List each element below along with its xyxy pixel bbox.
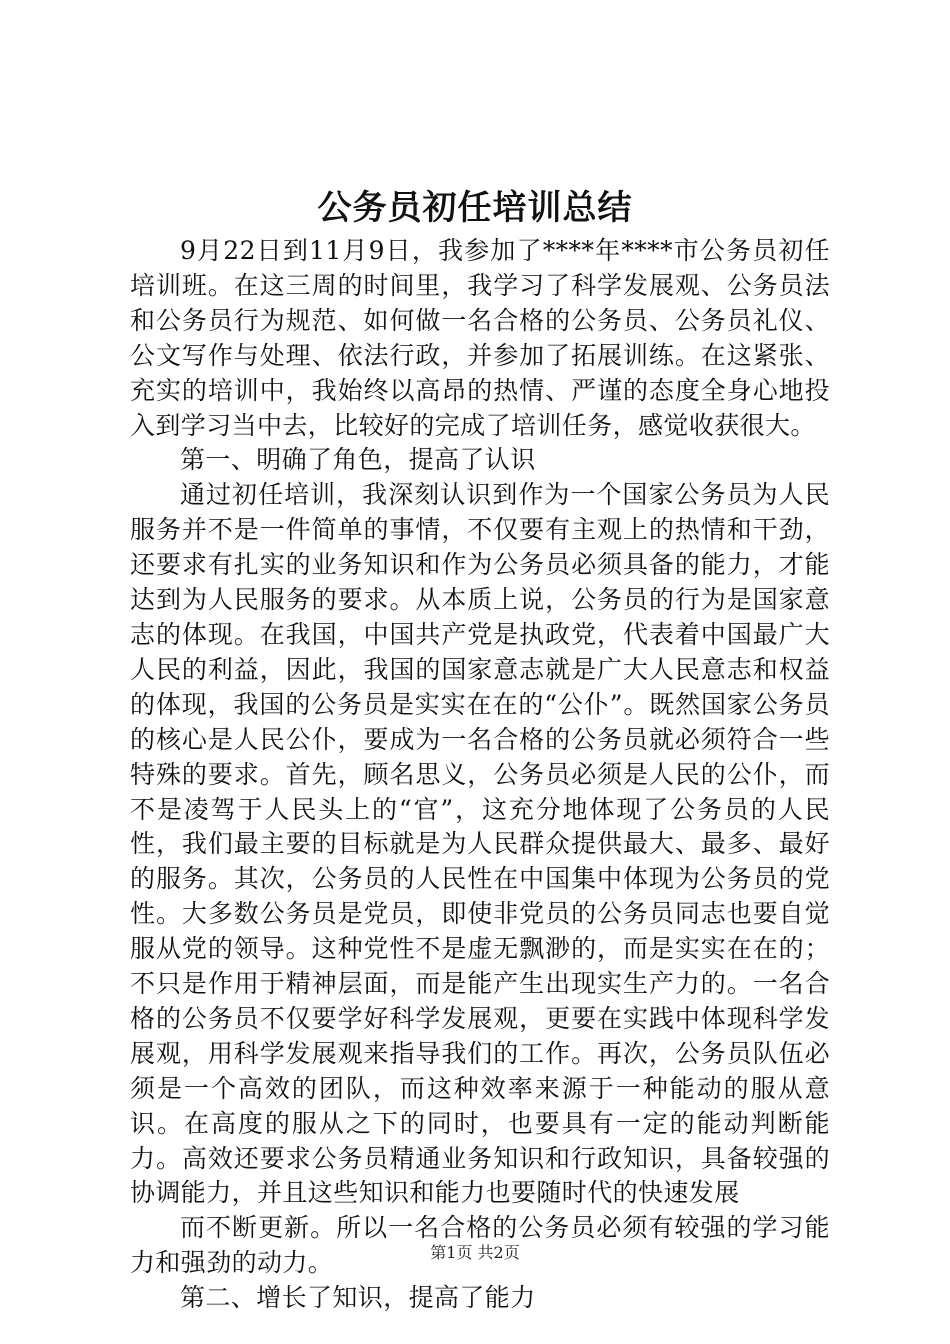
paragraph-intro: 9月22日到11月9日，我参加了****年****市公务员初任培训班。在这三周的时间里，我学习了科学发展观、公务员法和公务员行为规范、如何做一名合格的公务员、公务员礼仪、公文写作与处理、依法行政，并参加了拓展训练。在这紧张、充实的培训中，我始终以高昂的热情、严谨的态度全身心地投入到学习当中去，比较好的完成了培训任务，感觉收获很大。 bbox=[130, 236, 830, 440]
paragraph-continuation: 而不断更新。所以一名合格的公务员必须有较强的学习能力和强劲的动力。 bbox=[130, 1213, 830, 1278]
page-footer: 第1页 共2页 bbox=[430, 1243, 520, 1262]
paragraph-section-1: 通过初任培训，我深刻认识到作为一个国家公务员为人民服务并不是一件简单的事情，不仅要有主观上的热情和干劲，还要求有扎实的业务知识和作为公务员必须具备的能力，才能达到为人民服务的要求。从本质上说，公务员的行为是国家意志的体现。在我国，中国共产党是执政党，代表着中国最广大人民的利益，因此，我国的国家意志就是广大人民意志和权益的体现，我国的公务员是实实在在的“公仆”。既然国家公务员的核心是人民公仆，要成为一名合格的公务员就必须符合一些特殊的要求。首先，顾名思义，公务员必须是人民的公仆，而不是凌驾于人民头上的“官”，这充分地体现了公务员的人民性，我们最主要的目标就是为人民群众提供最大、最多、最好的服务。其次，公务员的人民性在中国集中体现为公务员的党性。大多数公务员是党员，即使非党员的公务员同志也要自觉服从党的领导。这种党性不是虚无飘渺的，而是实实在在的；不只是作用于精神层面，而是能产生出现实生产力的。一名合格的公务员不仅要学好科学发展观，更要在实践中体现科学发展观，用科学发展观来指导我们的工作。再次，公务员队伍必须是一个高效的团队，而这种效率来源于一种能动的服从意识。在高度的服从之下的同时，也要具有一定的能动判断能力。高效还要求公务员精通业务知识和行政知识，具备较强的协调能力，并且这些知识和能力也要随时代的快速发展 bbox=[130, 480, 830, 1208]
section-heading-1: 第一、明确了角色，提高了认识 bbox=[180, 445, 536, 475]
document-title: 公务员初任培训总结 bbox=[317, 188, 633, 228]
document-body bbox=[130, 234, 830, 1316]
section-heading-2: 第二、增长了知识，提高了能力 bbox=[180, 1283, 536, 1313]
